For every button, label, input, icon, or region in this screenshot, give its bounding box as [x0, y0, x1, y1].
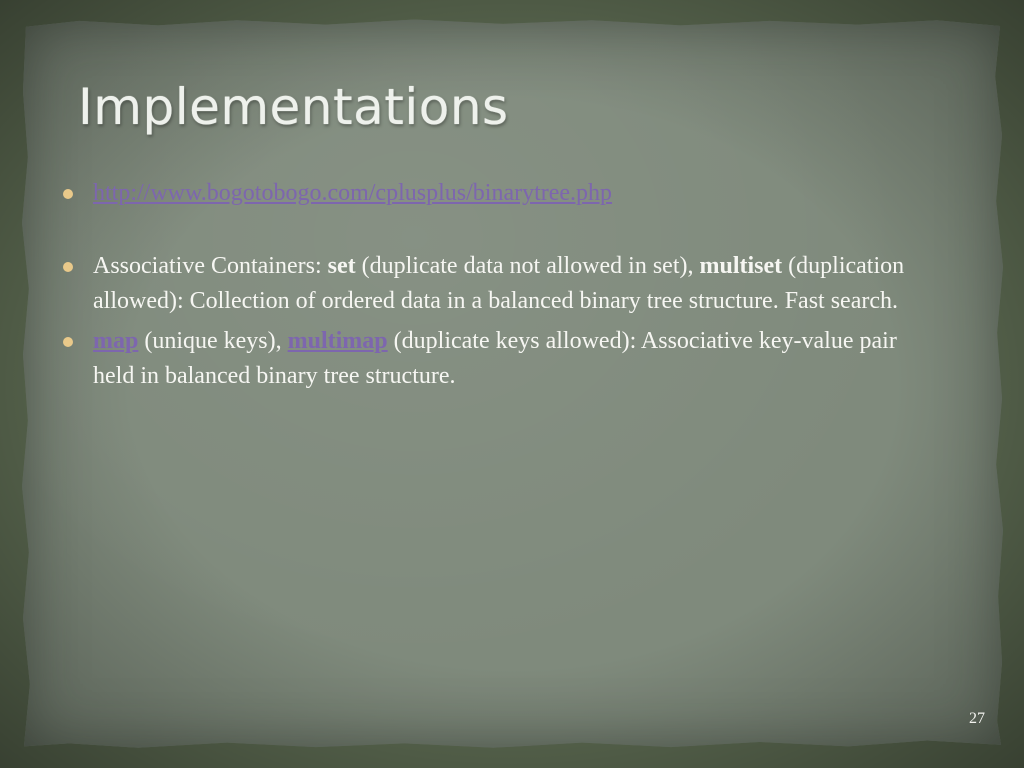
term-multiset: multiset	[699, 253, 783, 279]
bullet-dot-icon	[63, 337, 73, 347]
bullet-dot-icon	[63, 189, 73, 199]
bullet-item-map	[62, 324, 942, 394]
bullet-text: (duplication allowed): Collection of ordered data in a balanced binary tree structure. Fast search.	[93, 253, 905, 314]
bullet-text: (duplicate data not allowed in set),	[355, 253, 700, 279]
page-number: 27	[969, 710, 985, 727]
bullet-text: (duplicate keys allowed): Associative key-value pair held in balanced binary tree structure.	[93, 328, 897, 389]
slide-body	[62, 176, 942, 394]
term-set: set	[327, 253, 356, 279]
bullet-dot-icon	[63, 262, 73, 272]
reference-link[interactable]: http://www.bogotobogo.com/cplusplus/binarytree.php	[93, 180, 613, 206]
bullet-text: Associative Containers:	[93, 253, 328, 279]
bullet-item-associative-containers	[62, 249, 942, 319]
multimap-link[interactable]: multimap	[287, 328, 388, 354]
slide-title: Implementations	[78, 78, 509, 136]
bullet-text: (unique keys),	[138, 328, 288, 354]
bullet-item-url	[62, 176, 942, 211]
map-link[interactable]: map	[93, 328, 139, 354]
